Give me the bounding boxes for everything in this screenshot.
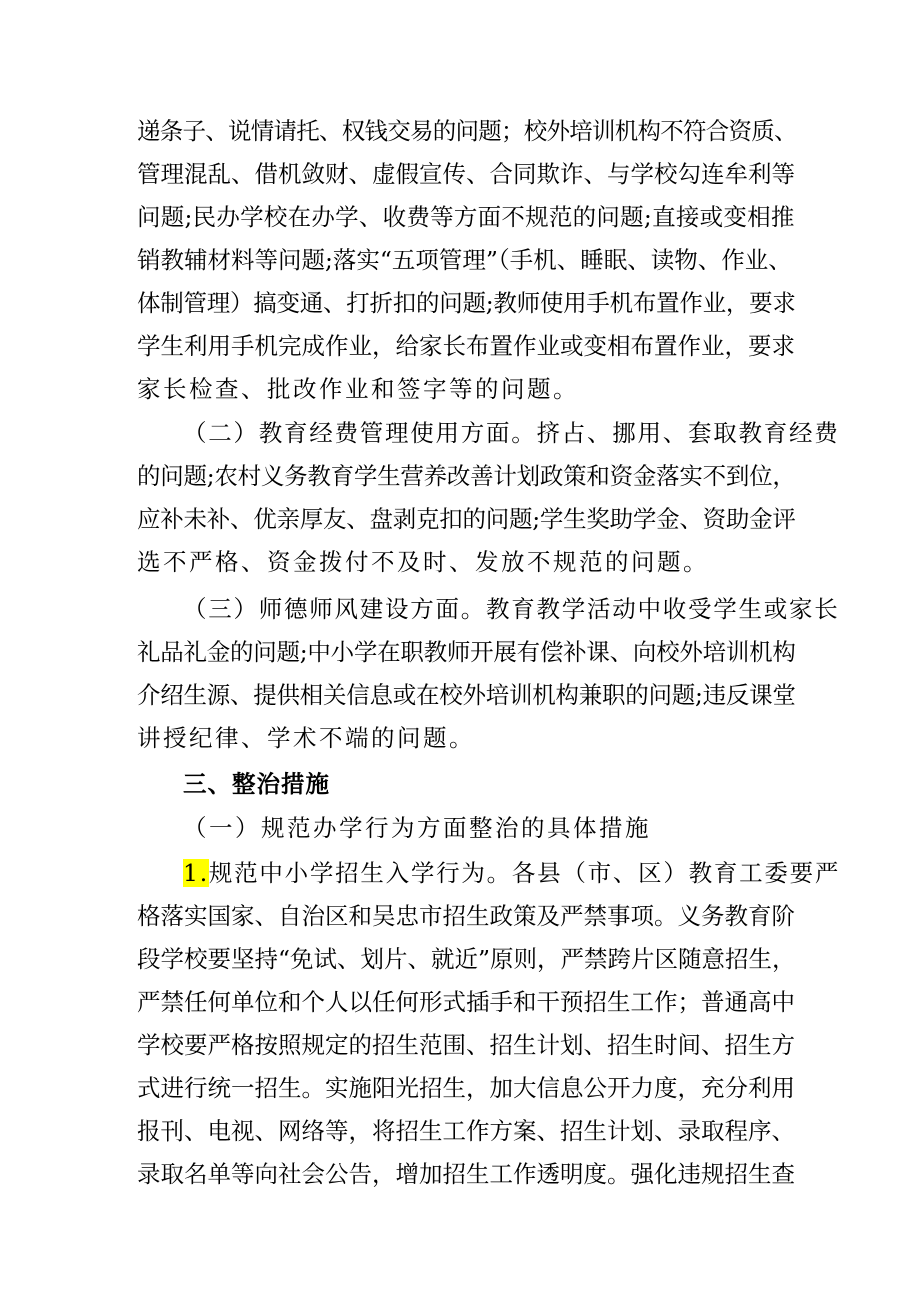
- text-line: 严禁任何单位和个人以任何形式插手和干预招生工作；普通高中: [137, 988, 795, 1016]
- text-line: 应补未补、优亲厚友、盘剥克扣的问题;学生奖助学金、资助金评: [137, 505, 796, 533]
- text-line: 的问题;农村义务教育学生营养改善计划政策和资金落实不到位，: [137, 462, 796, 490]
- text-line: 递条子、说情请托、权钱交易的问题；校外培训机构不符合资质、: [137, 117, 797, 145]
- item-1-text: 规范中小学招生入学行为。各县（市、区）教育工委要严: [208, 859, 841, 887]
- text-line: 格落实国家、自治区和吴忠市招生政策及严禁事项。义务教育阶: [137, 902, 795, 930]
- text-line: 学校要严格按照规定的招生范围、招生计划、招生时间、招生方: [137, 1031, 795, 1059]
- text-line: 礼品礼金的问题;中小学在职教师开展有偿补课、向校外培训机构: [137, 638, 796, 666]
- text-line: 讲授纪律、学术不端的问题。: [137, 724, 475, 752]
- item-number-highlight: 1.: [183, 859, 209, 887]
- text-line: 选不严格、资金拨付不及时、发放不规范的问题。: [137, 548, 709, 576]
- section-heading: 三、整治措施: [183, 770, 330, 798]
- text-line: 报刊、电视、网络等，将招生工作方案、招生计划、录取程序、: [137, 1117, 795, 1145]
- text-line: 段学校要坚持“免试、划片、就近”原则，严禁跨片区随意招生，: [137, 945, 796, 973]
- text-line: 销教辅材料等问题;落实“五项管理”（手机、睡眠、读物、作业、: [137, 246, 792, 274]
- text-line: 式进行统一招生。实施阳光招生，加大信息公开力度，充分利用: [137, 1074, 795, 1102]
- subheading: （一）规范办学行为方面整治的具体措施: [183, 814, 651, 842]
- text-line: （二）教育经费管理使用方面。挤占、挪用、套取教育经费: [183, 419, 840, 447]
- text-line: 介绍生源、提供相关信息或在校外培训机构兼职的问题;违反课堂: [137, 681, 796, 709]
- text-line: 学生利用手机完成作业，给家长布置作业或变相布置作业，要求: [137, 332, 795, 360]
- text-line: 体制管理）搞变通、打折扣的问题;教师使用手机布置作业，要求: [137, 289, 796, 317]
- text-line: 管理混乱、借机敛财、虚假宣传、合同欺诈、与学校勾连牟利等: [137, 160, 795, 188]
- text-line: 家长检查、批改作业和签字等的问题。: [137, 375, 579, 403]
- text-line: 问题;民办学校在办学、收费等方面不规范的问题;直接或变相推: [137, 203, 795, 231]
- text-line: 录取名单等向社会公告，增加招生工作透明度。强化违规招生查: [137, 1160, 795, 1188]
- item-1-first-line: [183, 858, 843, 888]
- text-line: （三）师德师风建设方面。教育教学活动中收受学生或家长: [183, 595, 840, 623]
